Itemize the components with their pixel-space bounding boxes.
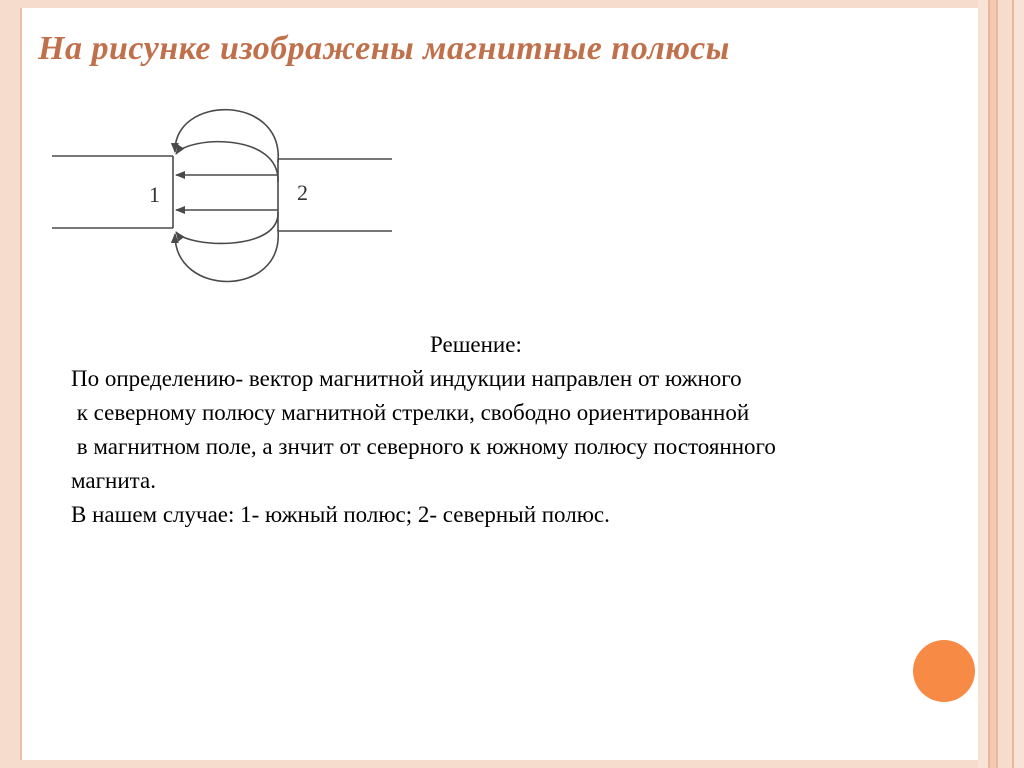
slide-title: На рисунке изображены магнитные полюсы	[38, 30, 730, 67]
right-stripe-1	[978, 0, 988, 768]
solution-line: В нашем случае: 1- южный полюс; 2- северный полюс.	[71, 502, 610, 527]
pole-1-label: 1	[149, 182, 160, 207]
frame-top-border	[0, 0, 978, 8]
frame-left-border	[0, 0, 20, 768]
right-stripe-5	[998, 0, 1012, 768]
field-line-upper	[176, 142, 278, 182]
frame-bottom-border	[0, 760, 978, 768]
solution-line: в магнитном поле, а знчит от северного к южному полюсу постоянного	[71, 434, 776, 459]
field-line-outer-bottom	[175, 230, 278, 282]
field-line-lower	[176, 212, 278, 243]
solution-line: магнита.	[71, 468, 156, 493]
magnet-field-figure	[48, 102, 398, 292]
field-line-outer-top	[175, 110, 278, 162]
decorative-circle	[913, 640, 975, 702]
pole-2-label: 2	[297, 180, 308, 205]
frame-left-line	[20, 0, 22, 768]
right-stripe-7	[1014, 0, 1024, 768]
solution-line: к северному полюсу магнитной стрелки, свободно ориентированной	[71, 400, 750, 425]
solution-line: По определению- вектор магнитной индукции направлен от южного	[71, 366, 742, 391]
solution-heading: Решение:	[430, 332, 522, 357]
